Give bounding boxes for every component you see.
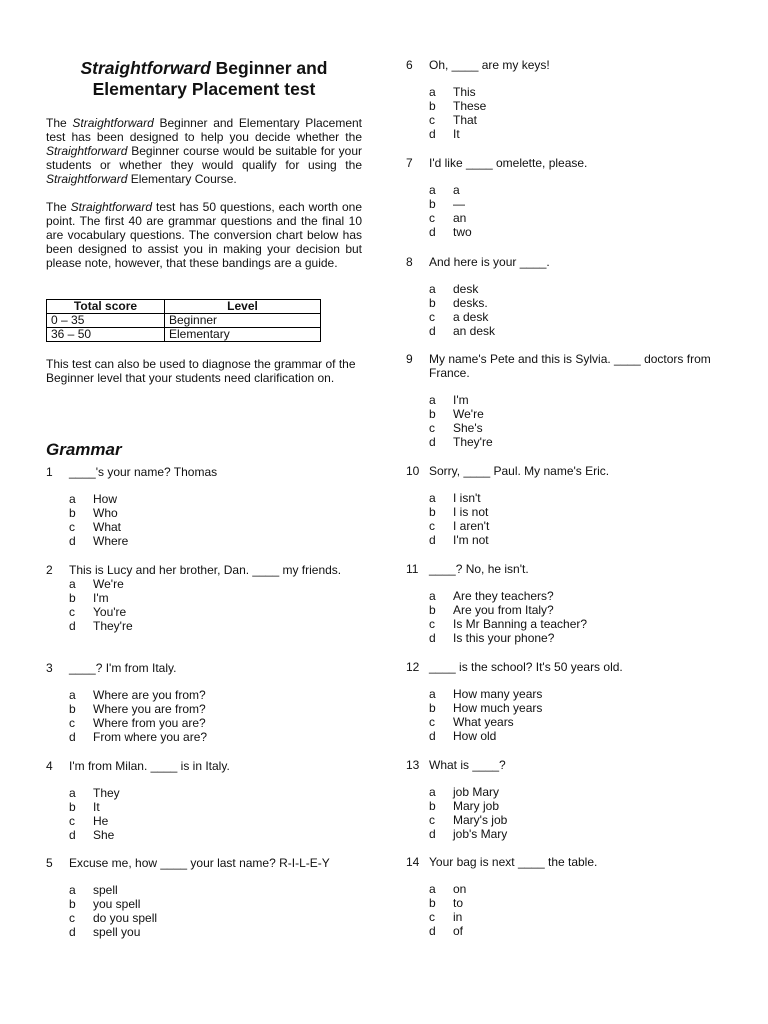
answer-option[interactable] bbox=[69, 520, 362, 534]
question-text: My name's Pete and this is Sylvia. ____ doctors from France. bbox=[429, 352, 711, 380]
answer-option[interactable] bbox=[429, 896, 732, 910]
option-letter: d bbox=[429, 127, 436, 141]
answer-option[interactable] bbox=[69, 911, 362, 925]
option-text: desks. bbox=[453, 296, 488, 310]
answer-option[interactable] bbox=[429, 211, 732, 225]
option-text: Where from you are? bbox=[93, 716, 206, 730]
option-text: We're bbox=[93, 577, 124, 591]
answer-options bbox=[429, 785, 732, 841]
answer-options bbox=[429, 491, 732, 547]
option-letter: a bbox=[69, 786, 76, 800]
option-text: Is this your phone? bbox=[453, 631, 555, 645]
answer-options bbox=[429, 687, 732, 743]
option-text: I isn't bbox=[453, 491, 481, 505]
option-letter: c bbox=[69, 605, 75, 619]
header-level: Level bbox=[165, 300, 321, 314]
option-text: Where you are from? bbox=[93, 702, 206, 716]
question-number: 7 bbox=[406, 156, 413, 170]
option-text: He bbox=[93, 814, 109, 828]
answer-option[interactable] bbox=[69, 605, 362, 619]
answer-option[interactable] bbox=[429, 324, 732, 338]
option-text: an desk bbox=[453, 324, 496, 338]
option-text: two bbox=[453, 225, 472, 239]
option-text: You're bbox=[93, 605, 127, 619]
answer-option[interactable] bbox=[429, 687, 732, 701]
question-number: 6 bbox=[406, 58, 413, 72]
answer-option[interactable] bbox=[429, 225, 732, 239]
option-letter: d bbox=[429, 324, 436, 338]
option-letter: b bbox=[429, 896, 436, 910]
answer-options bbox=[429, 282, 732, 338]
option-text: This bbox=[453, 85, 476, 99]
option-letter: a bbox=[69, 577, 76, 591]
question-text: This is Lucy and her brother, Dan. ____ my friends. bbox=[69, 563, 342, 577]
answer-option[interactable] bbox=[429, 813, 732, 827]
title-italic: Straightforward bbox=[80, 58, 211, 78]
question-7 bbox=[406, 156, 732, 239]
option-text: From where you are? bbox=[93, 730, 208, 744]
option-letter: b bbox=[429, 701, 436, 715]
question-number: 9 bbox=[406, 352, 413, 366]
answer-options bbox=[429, 85, 732, 141]
answer-option[interactable] bbox=[429, 799, 732, 813]
answer-option[interactable] bbox=[429, 435, 732, 449]
intro-paragraph-3: This test can also be used to diagnose the grammar of the Beginner level that your students need clarification on. bbox=[46, 357, 356, 385]
question-13 bbox=[406, 758, 732, 841]
answer-option[interactable] bbox=[429, 113, 732, 127]
option-text: job Mary bbox=[453, 785, 500, 799]
page-title bbox=[46, 58, 362, 100]
answer-option[interactable] bbox=[429, 519, 732, 533]
answer-option[interactable] bbox=[429, 715, 732, 729]
option-text: spell bbox=[93, 883, 118, 897]
question-5 bbox=[46, 856, 362, 939]
option-letter: d bbox=[429, 631, 436, 645]
answer-option[interactable] bbox=[69, 702, 362, 716]
answer-option[interactable] bbox=[69, 786, 362, 800]
answer-option[interactable] bbox=[429, 197, 732, 211]
question-number: 1 bbox=[46, 465, 53, 479]
question-text: I'd like ____ omelette, please. bbox=[429, 156, 588, 170]
option-text: an bbox=[453, 211, 467, 225]
answer-options bbox=[69, 577, 362, 633]
option-letter: c bbox=[429, 519, 435, 533]
option-text: They're bbox=[93, 619, 133, 633]
question-text: I'm from Milan. ____ is in Italy. bbox=[69, 759, 230, 773]
question-3 bbox=[46, 661, 362, 744]
question-12 bbox=[406, 660, 732, 743]
question-number: 2 bbox=[46, 563, 53, 577]
answer-option[interactable] bbox=[69, 883, 362, 897]
answer-options bbox=[429, 183, 732, 239]
answer-option[interactable] bbox=[69, 619, 362, 633]
question-text: Sorry, ____ Paul. My name's Eric. bbox=[429, 464, 610, 478]
question-number: 5 bbox=[46, 856, 53, 870]
option-text: on bbox=[453, 882, 467, 896]
option-letter: b bbox=[429, 799, 436, 813]
answer-option[interactable] bbox=[429, 421, 732, 435]
option-letter: a bbox=[69, 688, 76, 702]
question-text: What is ____? bbox=[429, 758, 506, 772]
answer-options bbox=[429, 882, 732, 938]
option-letter: c bbox=[429, 813, 435, 827]
question-1 bbox=[46, 465, 362, 548]
answer-option[interactable] bbox=[69, 800, 362, 814]
title-rest: Beginner and bbox=[210, 58, 328, 78]
answer-option[interactable] bbox=[429, 99, 732, 113]
question-number: 3 bbox=[46, 661, 53, 675]
answer-option[interactable] bbox=[69, 716, 362, 730]
question-number: 11 bbox=[406, 562, 419, 576]
option-letter: b bbox=[429, 99, 436, 113]
option-text: Are you from Italy? bbox=[453, 603, 554, 617]
question-4 bbox=[46, 759, 362, 842]
question-10 bbox=[406, 464, 732, 547]
option-text: It bbox=[93, 800, 100, 814]
option-text: you spell bbox=[93, 897, 141, 911]
score-table bbox=[46, 299, 321, 342]
answer-option[interactable] bbox=[429, 407, 732, 421]
option-letter: c bbox=[429, 113, 435, 127]
question-6 bbox=[406, 58, 732, 141]
answer-option[interactable] bbox=[429, 910, 732, 924]
option-letter: c bbox=[69, 520, 75, 534]
answer-option[interactable] bbox=[429, 282, 732, 296]
option-letter: b bbox=[429, 603, 436, 617]
answer-option[interactable] bbox=[429, 589, 732, 603]
option-letter: a bbox=[429, 393, 436, 407]
question-number: 13 bbox=[406, 758, 420, 772]
option-letter: a bbox=[429, 282, 436, 296]
option-text: Mary job bbox=[453, 799, 500, 813]
option-letter: d bbox=[69, 534, 76, 548]
option-text: job's Mary bbox=[453, 827, 508, 841]
question-8 bbox=[406, 255, 732, 338]
answer-option[interactable] bbox=[429, 183, 732, 197]
option-text: a desk bbox=[453, 310, 489, 324]
answer-option[interactable] bbox=[429, 785, 732, 799]
option-letter: d bbox=[429, 435, 436, 449]
option-letter: d bbox=[429, 827, 436, 841]
answer-option[interactable] bbox=[69, 591, 362, 605]
question-9 bbox=[406, 352, 732, 449]
question-text: Excuse me, how ____ your last name? R-I-L-E-Y bbox=[69, 856, 330, 870]
option-text: What bbox=[93, 520, 122, 534]
option-text: How many years bbox=[453, 687, 543, 701]
section-title-grammar: Grammar bbox=[46, 440, 122, 459]
answer-option[interactable] bbox=[429, 617, 732, 631]
answer-option[interactable] bbox=[69, 925, 362, 939]
option-text: I is not bbox=[453, 505, 489, 519]
answer-options bbox=[69, 688, 362, 744]
option-text: She's bbox=[453, 421, 483, 435]
answer-option[interactable] bbox=[69, 534, 362, 548]
answer-option[interactable] bbox=[429, 505, 732, 519]
option-letter: b bbox=[69, 506, 76, 520]
option-letter: c bbox=[69, 911, 75, 925]
answer-options bbox=[69, 786, 362, 842]
option-text: do you spell bbox=[93, 911, 158, 925]
answer-option[interactable] bbox=[69, 897, 362, 911]
option-letter: a bbox=[429, 882, 436, 896]
question-text: ____ is the school? It's 50 years old. bbox=[429, 660, 623, 674]
option-letter: d bbox=[69, 828, 76, 842]
option-text: Mary's job bbox=[453, 813, 508, 827]
option-letter: b bbox=[429, 407, 436, 421]
answer-option[interactable] bbox=[429, 631, 732, 645]
table-row: 0 – 35 Beginner bbox=[47, 314, 321, 328]
option-text: They're bbox=[453, 435, 493, 449]
answer-option[interactable] bbox=[429, 533, 732, 547]
answer-option[interactable] bbox=[429, 882, 732, 896]
option-text: These bbox=[453, 99, 487, 113]
option-letter: a bbox=[69, 883, 76, 897]
answer-options bbox=[429, 393, 732, 449]
option-letter: d bbox=[429, 729, 436, 743]
question-number: 12 bbox=[406, 660, 420, 674]
option-text: I'm bbox=[93, 591, 109, 605]
table-row: 36 – 50 Elementary bbox=[47, 328, 321, 342]
answer-option[interactable] bbox=[429, 127, 732, 141]
option-text: She bbox=[93, 828, 115, 842]
question-number: 8 bbox=[406, 255, 413, 269]
intro-paragraph-1: The Straightforward Beginner and Elementary Placement test has been designed to help you decide whether the Straightforward Beginner course would be suitable for your students or whether they would qualify for using the Straightforward Elementary Course. bbox=[46, 116, 363, 186]
answer-option[interactable] bbox=[429, 310, 732, 324]
answer-option[interactable] bbox=[69, 688, 362, 702]
answer-option[interactable] bbox=[429, 296, 732, 310]
answer-option[interactable] bbox=[429, 827, 732, 841]
answer-option[interactable] bbox=[69, 577, 362, 591]
option-text: of bbox=[453, 924, 464, 938]
intro-paragraph-2: The Straightforward test has 50 questions, each worth one point. The first 40 are grammar questions and the final 10 are vocabulary questions. The conversion chart below has been designed to assist you in making your decision but please note, however, that these bandings are a guide. bbox=[46, 200, 362, 270]
answer-options bbox=[69, 883, 362, 939]
option-letter: b bbox=[69, 702, 76, 716]
option-letter: a bbox=[429, 491, 436, 505]
question-text: Your bag is next ____ the table. bbox=[429, 855, 598, 869]
option-text: How old bbox=[453, 729, 497, 743]
option-text: Where bbox=[93, 534, 129, 548]
answer-option[interactable] bbox=[429, 491, 732, 505]
option-text: How much years bbox=[453, 701, 543, 715]
question-11 bbox=[406, 562, 732, 645]
option-letter: d bbox=[429, 533, 436, 547]
option-text: I'm bbox=[453, 393, 469, 407]
option-letter: b bbox=[429, 296, 436, 310]
option-text: to bbox=[453, 896, 464, 910]
option-letter: c bbox=[69, 814, 75, 828]
question-number: 4 bbox=[46, 759, 53, 773]
option-letter: c bbox=[429, 310, 435, 324]
option-letter: a bbox=[429, 785, 436, 799]
option-text: It bbox=[453, 127, 460, 141]
option-letter: d bbox=[429, 924, 436, 938]
answer-option[interactable] bbox=[69, 506, 362, 520]
answer-options bbox=[429, 589, 732, 645]
option-text: How bbox=[93, 492, 118, 506]
title-line2: Elementary Placement test bbox=[92, 79, 316, 99]
option-text: desk bbox=[453, 282, 479, 296]
option-letter: a bbox=[429, 85, 436, 99]
answer-option[interactable] bbox=[69, 730, 362, 744]
option-letter: b bbox=[69, 591, 76, 605]
option-text: a bbox=[453, 183, 460, 197]
question-text: Oh, ____ are my keys! bbox=[429, 58, 550, 72]
question-number: 10 bbox=[406, 464, 420, 478]
option-letter: b bbox=[429, 197, 436, 211]
answer-option[interactable] bbox=[429, 924, 732, 938]
question-text: And here is your ____. bbox=[429, 255, 550, 269]
option-letter: b bbox=[69, 800, 76, 814]
option-text: I aren't bbox=[453, 519, 490, 533]
option-text: Is Mr Banning a teacher? bbox=[453, 617, 588, 631]
answer-option[interactable] bbox=[429, 729, 732, 743]
question-2 bbox=[46, 563, 362, 633]
answer-option[interactable] bbox=[429, 701, 732, 715]
answer-option[interactable] bbox=[429, 603, 732, 617]
option-letter: b bbox=[69, 897, 76, 911]
option-text: That bbox=[453, 113, 478, 127]
option-text: Are they teachers? bbox=[453, 589, 554, 603]
answer-options bbox=[69, 492, 362, 548]
answer-option[interactable] bbox=[69, 492, 362, 506]
option-text: What years bbox=[453, 715, 514, 729]
option-letter: b bbox=[429, 505, 436, 519]
option-letter: d bbox=[69, 730, 76, 744]
option-letter: c bbox=[429, 715, 435, 729]
answer-option[interactable] bbox=[429, 85, 732, 99]
answer-option[interactable] bbox=[429, 393, 732, 407]
option-letter: c bbox=[429, 617, 435, 631]
option-letter: c bbox=[429, 211, 435, 225]
option-text: in bbox=[453, 910, 463, 924]
header-total-score: Total score bbox=[47, 300, 165, 314]
answer-option[interactable] bbox=[69, 814, 362, 828]
option-text: I'm not bbox=[453, 533, 489, 547]
option-letter: d bbox=[429, 225, 436, 239]
option-text: They bbox=[93, 786, 120, 800]
option-letter: d bbox=[69, 925, 76, 939]
question-text: ____? I'm from Italy. bbox=[69, 661, 177, 675]
option-letter: d bbox=[69, 619, 76, 633]
option-text: Who bbox=[93, 506, 118, 520]
option-letter: a bbox=[69, 492, 76, 506]
option-text: — bbox=[453, 197, 465, 211]
option-text: spell you bbox=[93, 925, 141, 939]
answer-option[interactable] bbox=[69, 828, 362, 842]
question-text: ____'s your name? Thomas bbox=[69, 465, 218, 479]
option-letter: c bbox=[429, 421, 435, 435]
question-14 bbox=[406, 855, 732, 938]
option-letter: a bbox=[429, 183, 436, 197]
option-letter: c bbox=[429, 910, 435, 924]
option-letter: a bbox=[429, 589, 436, 603]
question-number: 14 bbox=[406, 855, 420, 869]
option-letter: c bbox=[69, 716, 75, 730]
option-letter: a bbox=[429, 687, 436, 701]
score-table-header bbox=[47, 300, 321, 314]
option-text: We're bbox=[453, 407, 484, 421]
option-text: Where are you from? bbox=[93, 688, 206, 702]
question-text: ____? No, he isn't. bbox=[429, 562, 529, 576]
